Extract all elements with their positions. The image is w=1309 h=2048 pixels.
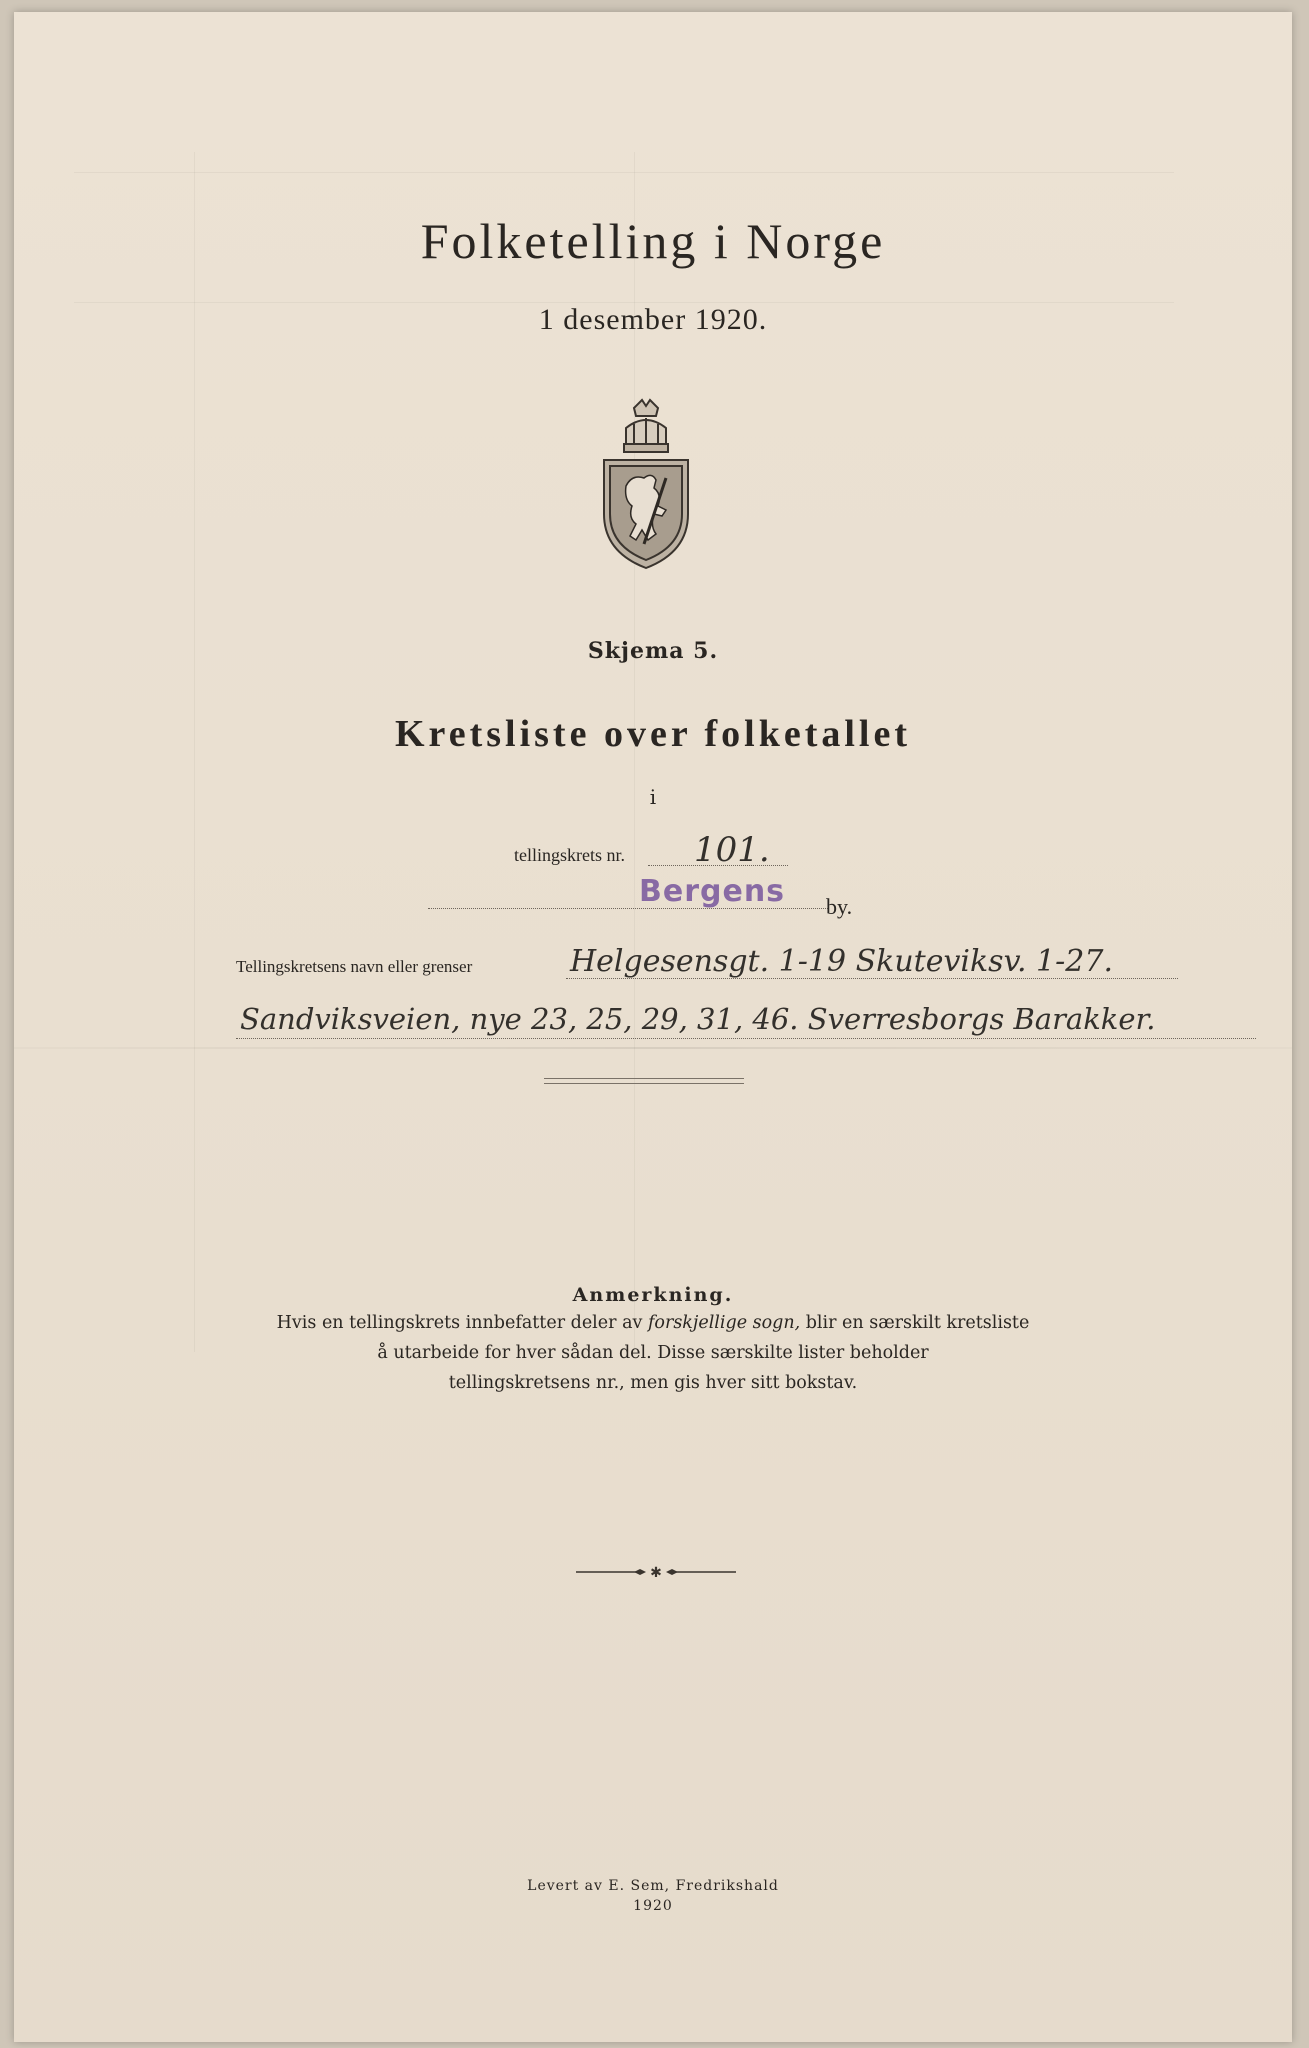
printer-year: 1920 (633, 1898, 673, 1914)
district-label: tellingskrets nr. (514, 845, 625, 865)
boundaries-label: Tellingskretsens navn eller grenser (236, 957, 473, 976)
list-title: Kretsliste over folketallet (394, 713, 912, 755)
show-through-line (74, 172, 1174, 173)
city-stamp: Bergens (639, 874, 786, 909)
note-line-1 (14, 1308, 1292, 1338)
printer-credit (14, 1876, 1292, 1916)
census-date: 1 desember 1920. (538, 303, 768, 336)
document-title: Folketelling i Norge (420, 213, 886, 269)
district-number: 101. (694, 830, 770, 870)
boundaries-text-1: Helgesensgt. 1-19 Skuteviksv. 1-27. (570, 944, 1113, 979)
note-line-1-end: blir en særskilt kretsliste (800, 1313, 1030, 1333)
norwegian-lion-coat-of-arms-icon (596, 394, 696, 574)
note-line-2: å utarbeide for hver sådan del. Disse særskilte lister beholder (377, 1343, 929, 1363)
boundaries-text-2: Sandviksveien, nye 23, 25, 29, 31, 46. Sverresborgs Barakker. (240, 1002, 1156, 1036)
preposition: i (649, 785, 657, 809)
note-heading: Anmerkning. (572, 1284, 734, 1306)
note-line-1-start: Hvis en tellingskrets innbefatter deler av (276, 1313, 648, 1333)
note-line-3: tellingskretsens nr., men gis hver sitt bokstav. (448, 1373, 858, 1393)
note-emphasis: forskjellige sogn, (647, 1313, 801, 1333)
svg-text:✱: ✱ (650, 1565, 662, 1580)
double-divider (544, 1078, 744, 1084)
printer-name: Levert av E. Sem, Fredrikshald (527, 1878, 779, 1894)
schema-number: Skjema 5. (587, 638, 719, 664)
paper-fold (14, 1047, 1292, 1049)
census-form-page (14, 12, 1292, 2042)
city-suffix: by. (826, 894, 853, 919)
note-body (14, 1308, 1292, 1398)
boundaries-line-2 (236, 1038, 1256, 1039)
ornament-divider-icon (576, 1564, 736, 1580)
